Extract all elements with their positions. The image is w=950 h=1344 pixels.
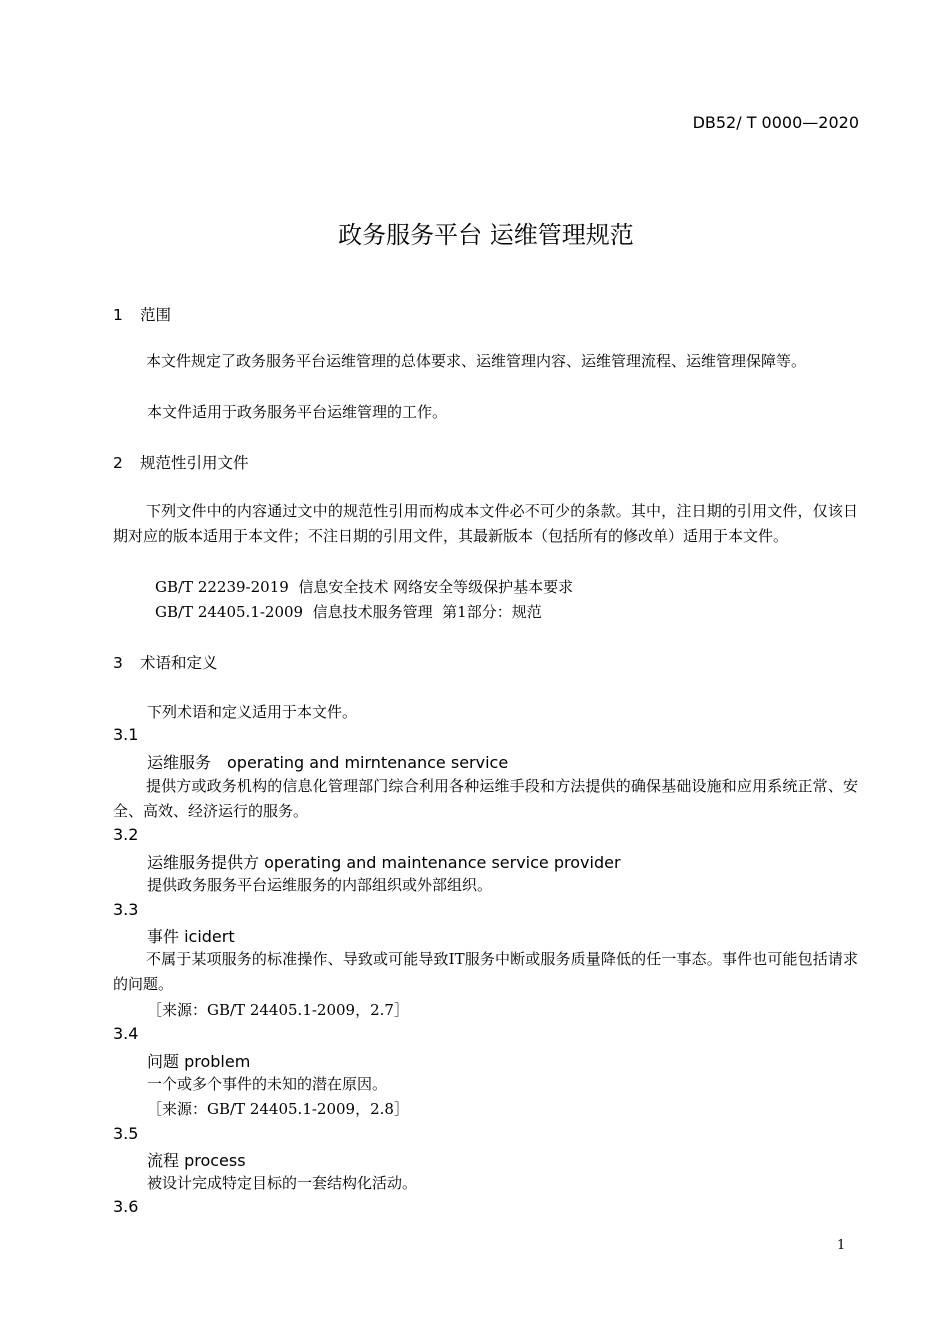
term-number: 3.6 [113, 1197, 139, 1216]
term-number: 3.1 [113, 725, 139, 744]
section-3-heading [113, 651, 218, 673]
section-number: 3 [113, 654, 123, 672]
section-3-intro: 下列术语和定义适用于本文件。 [147, 703, 358, 721]
section-1-paragraph-1: 本文件规定了政务服务平台运维管理的总体要求、运维管理内容、运维管理流程、运维管理保障等。 [146, 352, 807, 370]
term-definition: 提供政务服务平台运维服务的内部组织或外部组织。 [147, 876, 493, 894]
term-definition: 被设计完成特定目标的一套结构化活动。 [147, 1174, 418, 1192]
section-2-heading [113, 451, 249, 473]
term-number: 3.4 [113, 1024, 139, 1043]
term-definition: 提供方或政务机构的信息化管理部门综合利用各种运维手段和方法提供的确保基础设施和应用系统正常、安全、高效、经济运行的服务。 [113, 777, 858, 820]
term-number: 3.3 [113, 900, 139, 919]
term-name: 事件 icidert [147, 927, 235, 946]
document-title: 政务服务平台 运维管理规范 [338, 221, 634, 249]
term-name: 运维服务提供方 operating and maintenance service provider [147, 853, 621, 872]
term-name: 问题 problem [147, 1052, 251, 1071]
section-title: 规范性引用文件 [140, 454, 249, 472]
term-name: 流程 process [147, 1151, 246, 1170]
section-1-heading [113, 303, 171, 325]
term-definition: 不属于某项服务的标准操作、导致或可能导致IT服务中断或服务质量降低的任一事态。事件也可能包括请求的问题。 [113, 950, 858, 993]
reference-2: GB/T 24405.1-2009 信息技术服务管理 第1部分：规范 [155, 603, 542, 621]
term-definition: 一个或多个事件的未知的潜在原因。 [147, 1075, 388, 1093]
section-1-paragraph-2: 本文件适用于政务服务平台运维管理的工作。 [147, 403, 448, 421]
section-title: 术语和定义 [140, 654, 218, 672]
section-title: 范围 [140, 306, 172, 324]
term-name: 运维服务 operating and mirntenance service [147, 753, 509, 772]
section-number: 1 [113, 306, 123, 324]
term-number: 3.2 [113, 825, 139, 844]
section-number: 2 [113, 454, 123, 472]
section-2-paragraph-1: 下列文件中的内容通过文中的规范性引用而构成本文件必不可少的条款。其中，注日期的引用文件，仅该日期对应的版本适用于本文件；不注日期的引用文件，其最新版本（包括所有的修改单）适用于本文件。 [113, 502, 858, 545]
page-number: 1 [837, 1238, 846, 1253]
document-code: DB52/ T 0000—2020 [692, 113, 859, 132]
reference-1: GB/T 22239-2019 信息安全技术 网络安全等级保护基本要求 [155, 578, 574, 596]
term-source: ［来源：GB/T 24405.1-2009，2.8］ [147, 1100, 409, 1118]
term-source: ［来源：GB/T 24405.1-2009，2.7］ [147, 1001, 409, 1019]
term-number: 3.5 [113, 1124, 139, 1143]
